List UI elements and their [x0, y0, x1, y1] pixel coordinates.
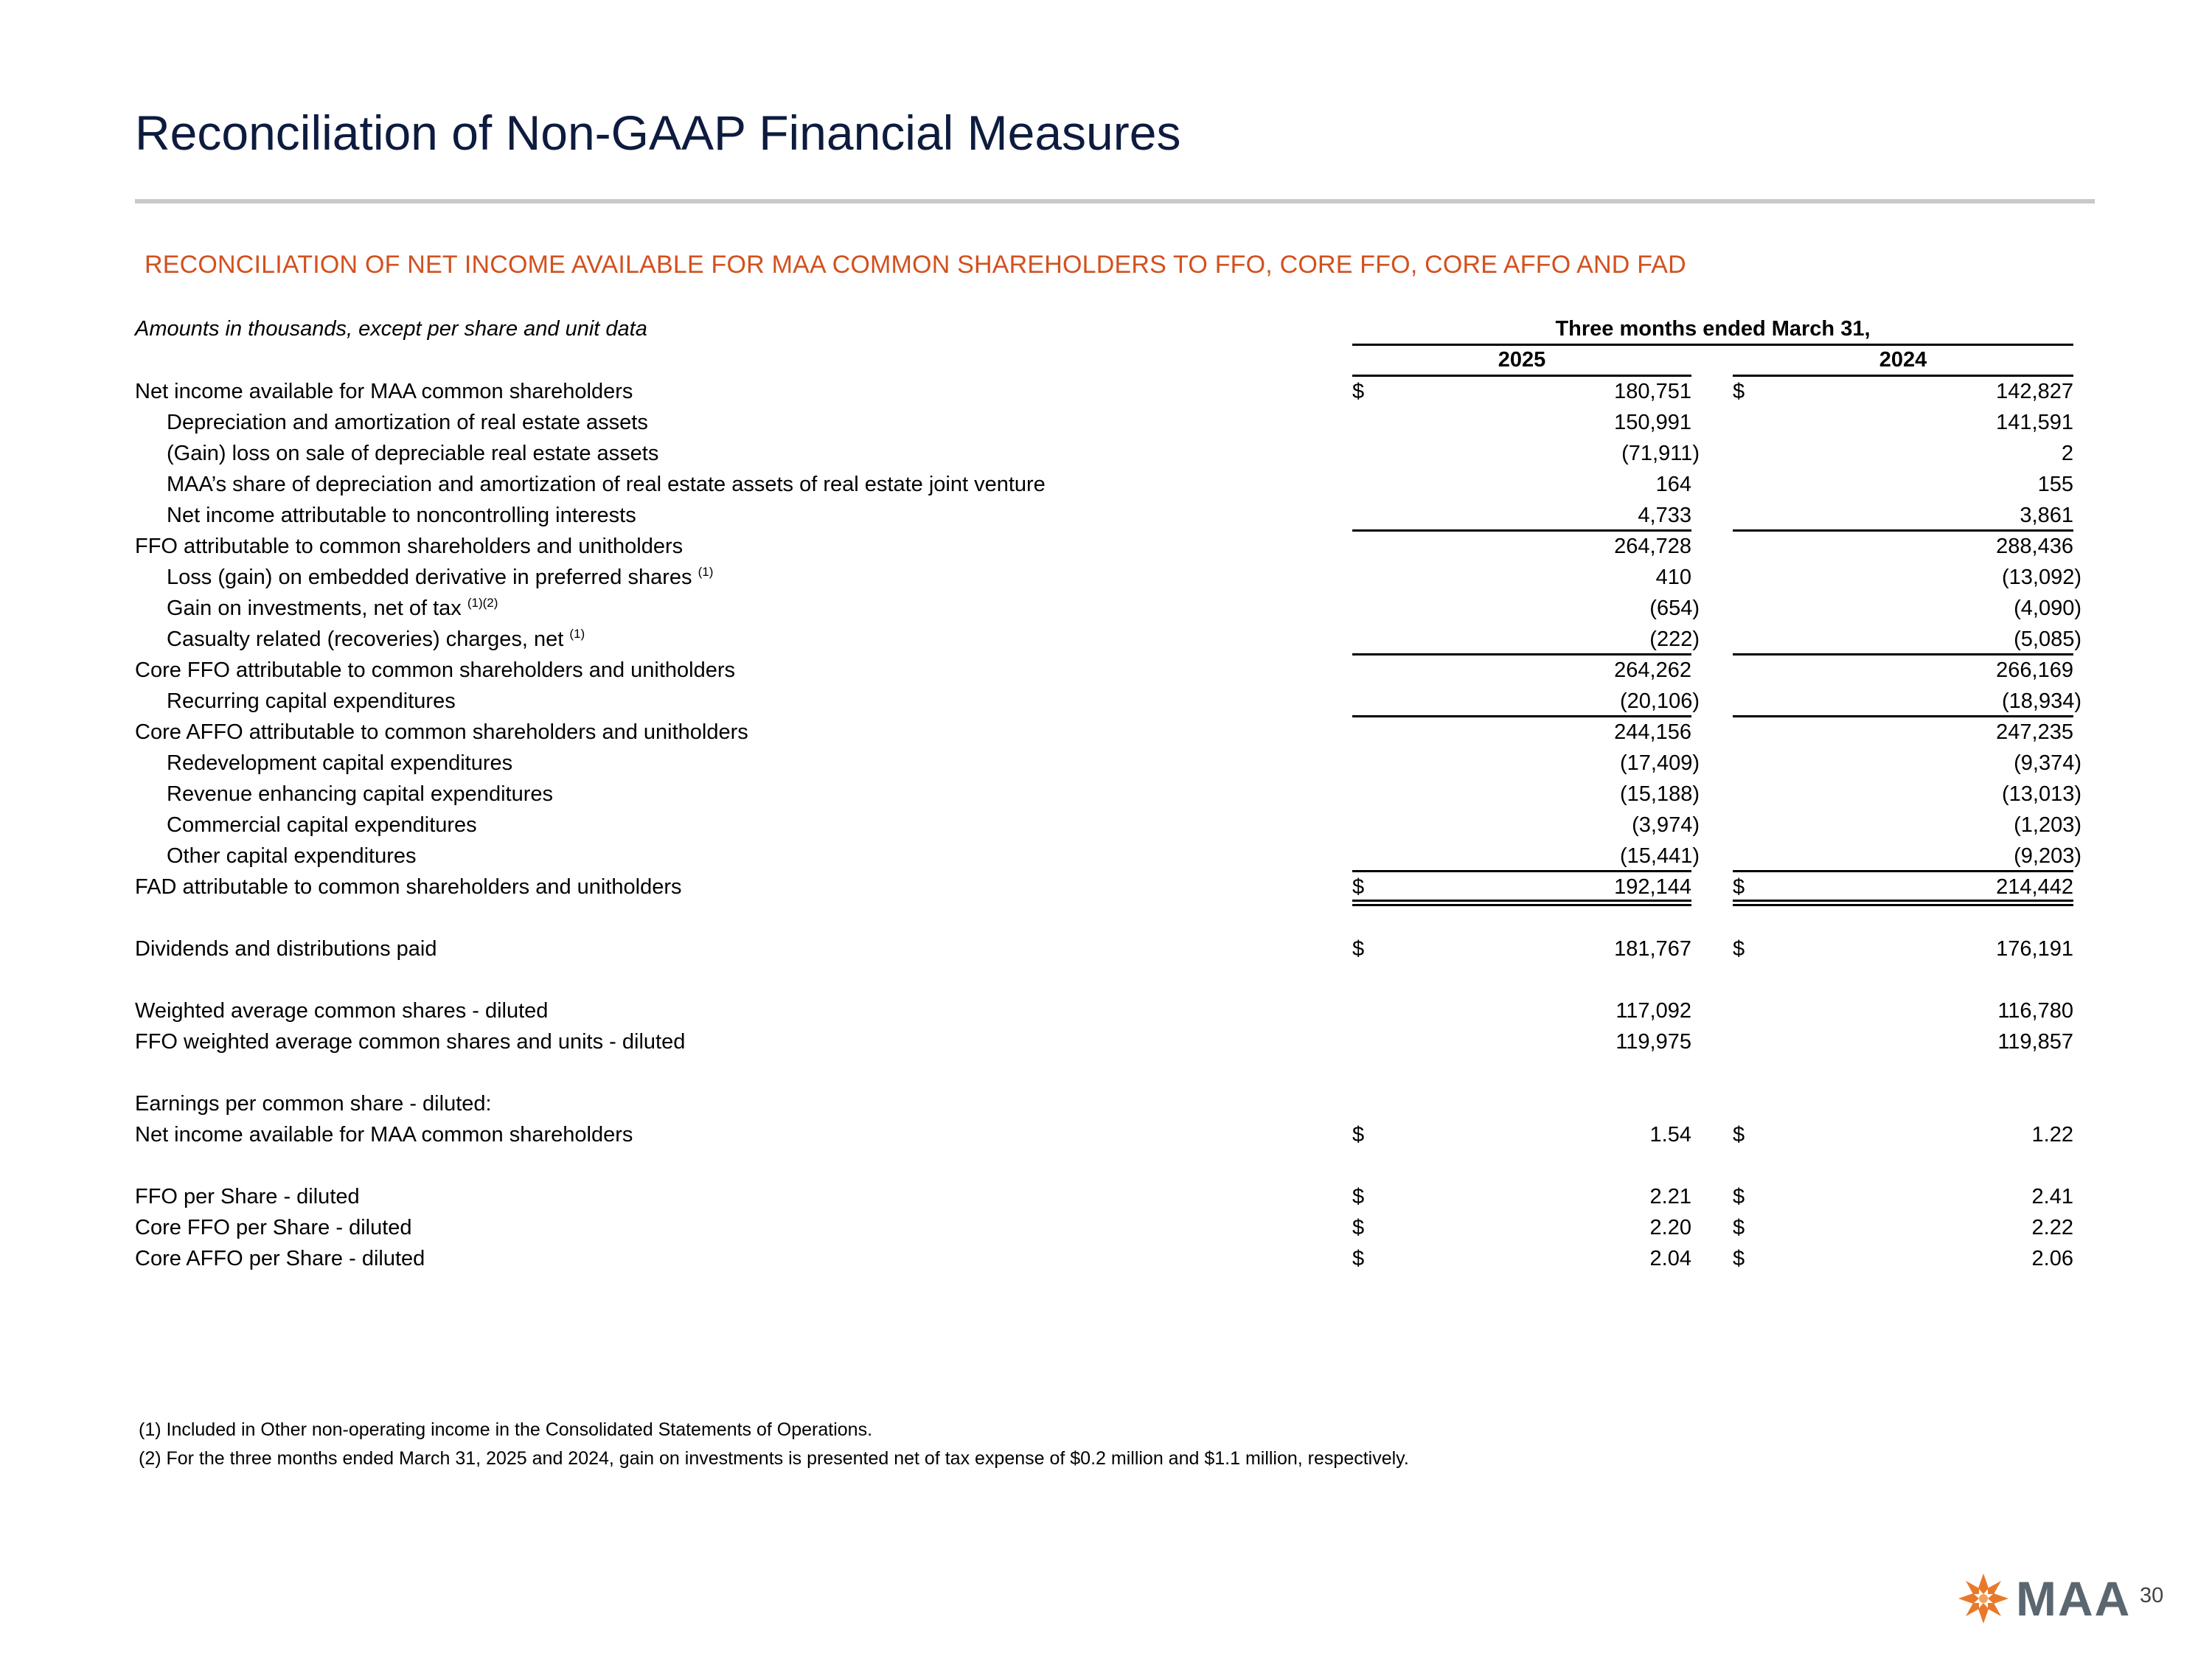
currency-sign: $ — [1733, 1185, 1745, 1208]
table-row — [0, 1212, 2212, 1243]
value-2025: 410 — [1655, 566, 1691, 589]
value-2024: 288,436 — [1996, 535, 2073, 558]
double-underline — [1352, 900, 1691, 906]
table-row — [0, 438, 2212, 469]
row-label: Recurring capital expenditures — [167, 689, 456, 713]
value-2025: 2.21 — [1649, 1185, 1691, 1208]
value-2024: 155 — [2037, 473, 2073, 496]
footnote-2: (2) For the three months ended March 31, 2025 and 2024, gain on investments is presented net of tax expense of $0.2 million and $1.1 million, respectively. — [139, 1448, 1409, 1469]
row-label: Depreciation and amortization of real estate assets — [167, 411, 648, 434]
logo-wordmark: MAA — [2016, 1571, 2132, 1626]
year-header-2024: 2024 — [1879, 348, 1927, 372]
row-label: Dividends and distributions paid — [135, 937, 437, 961]
value-2024: (9,374) — [2014, 751, 2081, 775]
row-label: Core AFFO attributable to common shareholders and unitholders — [135, 720, 748, 744]
row-label: Revenue enhancing capital expenditures — [167, 782, 553, 806]
table-row — [0, 748, 2212, 779]
units-note: Amounts in thousands, except per share and unit data — [135, 317, 647, 341]
currency-sign: $ — [1352, 380, 1365, 403]
value-2025: 192,144 — [1614, 875, 1691, 899]
value-2024: 116,780 — [1997, 999, 2073, 1023]
table-row-subtotal — [0, 531, 2212, 562]
value-2025: 150,991 — [1614, 411, 1691, 434]
value-2024: 3,861 — [2020, 504, 2073, 527]
table-row — [0, 562, 2212, 593]
currency-sign: $ — [1352, 875, 1365, 899]
table-row — [0, 593, 2212, 624]
value-2024: (4,090) — [2014, 597, 2081, 620]
currency-sign: $ — [1733, 1123, 1745, 1147]
section-title: RECONCILIATION OF NET INCOME AVAILABLE FOR MAA COMMON SHAREHOLDERS TO FFO, CORE FFO, CORE AFFO AND FAD — [145, 251, 1686, 279]
value-2025: (15,441) — [1619, 844, 1700, 868]
table-row — [0, 933, 2212, 964]
row-label: (Gain) loss on sale of depreciable real estate assets — [167, 442, 659, 465]
table-row — [0, 1119, 2212, 1150]
period-header-rule — [1352, 344, 2073, 346]
table-row — [0, 810, 2212, 841]
table-row — [0, 624, 2212, 655]
value-2025: 117,092 — [1615, 999, 1691, 1023]
row-label: FFO attributable to common shareholders and unitholders — [135, 535, 684, 558]
table-row-heading — [0, 1088, 2212, 1119]
footnotes — [139, 1416, 1409, 1473]
value-2024: 247,235 — [1996, 720, 2073, 744]
value-2024: 119,857 — [1997, 1030, 2073, 1054]
value-2025: 244,156 — [1614, 720, 1691, 744]
row-label: Net income available for MAA common shareholders — [135, 1123, 633, 1147]
value-2025: (17,409) — [1619, 751, 1700, 775]
table-row — [0, 779, 2212, 810]
year-header-2025: 2025 — [1498, 348, 1546, 372]
table-row-subtotal — [0, 655, 2212, 686]
table-row — [0, 686, 2212, 717]
currency-sign: $ — [1733, 380, 1745, 403]
value-2025: 119,975 — [1615, 1030, 1691, 1054]
value-2025: 264,262 — [1614, 658, 1691, 682]
row-label: Core FFO per Share - diluted — [135, 1216, 412, 1239]
table-row — [0, 1243, 2212, 1274]
value-2025: 164 — [1655, 473, 1691, 496]
currency-sign: $ — [1733, 1247, 1745, 1270]
row-label: Net income attributable to noncontrolling interests — [167, 504, 636, 527]
value-2025: (222) — [1649, 627, 1700, 651]
table-row-subtotal — [0, 717, 2212, 748]
row-label: Net income available for MAA common shareholders — [135, 380, 633, 403]
value-2024: (13,092) — [2001, 566, 2081, 589]
row-label: Casualty related (recoveries) charges, net $^{(1)}$ — [167, 627, 585, 651]
row-label: Weighted average common shares - diluted — [135, 999, 549, 1023]
value-2024: 2.06 — [2031, 1247, 2073, 1270]
currency-sign: $ — [1733, 1216, 1745, 1239]
value-2025: (654) — [1649, 597, 1700, 620]
value-2025: 264,728 — [1614, 535, 1691, 558]
period-header: Three months ended March 31, — [1555, 317, 1871, 341]
value-2025: (3,974) — [1632, 813, 1700, 837]
title-divider — [135, 199, 2095, 204]
value-2024: 142,827 — [1996, 380, 2073, 403]
row-label: FAD attributable to common shareholders and unitholders — [135, 875, 682, 899]
table-row — [0, 376, 2212, 407]
value-2025: 2.04 — [1649, 1247, 1691, 1270]
footnote-ref: (1) — [569, 627, 585, 641]
value-2025: 1.54 — [1649, 1123, 1691, 1147]
currency-sign: $ — [1352, 1123, 1365, 1147]
double-underline — [1733, 900, 2073, 906]
value-2024: 214,442 — [1996, 875, 2073, 899]
currency-sign: $ — [1352, 1185, 1365, 1208]
row-label: Commercial capital expenditures — [167, 813, 477, 837]
row-label: MAA’s share of depreciation and amortization of real estate assets of real estate joint venture — [167, 473, 1046, 496]
row-label: FFO per Share - diluted — [135, 1185, 360, 1208]
value-2024: (18,934) — [2001, 689, 2081, 713]
currency-sign: $ — [1733, 937, 1745, 961]
value-2025: 4,733 — [1638, 504, 1691, 527]
currency-sign: $ — [1352, 937, 1365, 961]
value-2024: (1,203) — [2014, 813, 2081, 837]
table-row — [0, 995, 2212, 1026]
footnote-1: (1) Included in Other non-operating income in the Consolidated Statements of Operations. — [139, 1419, 873, 1440]
value-2024: 2.22 — [2031, 1216, 2073, 1239]
table-row — [0, 1181, 2212, 1212]
currency-sign: $ — [1733, 875, 1745, 899]
row-label: Core AFFO per Share - diluted — [135, 1247, 425, 1270]
value-2025: (20,106) — [1619, 689, 1700, 713]
table-row — [0, 1026, 2212, 1057]
value-2024: 176,191 — [1996, 937, 2073, 961]
table-row-total — [0, 872, 2212, 902]
value-2025: 181,767 — [1614, 937, 1691, 961]
page-number: 30 — [2140, 1584, 2164, 1607]
value-2024: 141,591 — [1996, 411, 2073, 434]
currency-sign: $ — [1352, 1247, 1365, 1270]
value-2025: 2.20 — [1649, 1216, 1691, 1239]
table-row — [0, 841, 2212, 872]
value-2024: 2.41 — [2031, 1185, 2073, 1208]
row-label: Earnings per common share - diluted: — [135, 1092, 492, 1116]
value-2024: 266,169 — [1996, 658, 2073, 682]
row-label: Loss (gain) on embedded derivative in preferred shares $^{(1)}$ — [167, 565, 714, 589]
value-2024: 1.22 — [2031, 1123, 2073, 1147]
footnote-ref: (1) — [698, 565, 714, 579]
table-row — [0, 407, 2212, 438]
footnote-ref: (1)(2) — [467, 596, 498, 610]
row-label: FFO weighted average common shares and units - diluted — [135, 1030, 686, 1054]
row-label: Core FFO attributable to common shareholders and unitholders — [135, 658, 736, 682]
table-row — [0, 469, 2212, 500]
value-2025: (71,911) — [1621, 442, 1700, 465]
currency-sign: $ — [1352, 1216, 1365, 1239]
value-2024: (5,085) — [2014, 627, 2081, 651]
table-row — [0, 500, 2212, 531]
row-label: Gain on investments, net of tax $^{(1)(2)}$ — [167, 596, 498, 620]
row-label: Other capital expenditures — [167, 844, 417, 868]
value-2024: (9,203) — [2014, 844, 2081, 868]
value-2025: (15,188) — [1619, 782, 1700, 806]
value-2024: (13,013) — [2001, 782, 2081, 806]
row-label: Redevelopment capital expenditures — [167, 751, 513, 775]
page-title: Reconciliation of Non-GAAP Financial Measures — [135, 105, 1181, 160]
value-2025: 180,751 — [1614, 380, 1691, 403]
value-2024: 2 — [2061, 442, 2073, 465]
